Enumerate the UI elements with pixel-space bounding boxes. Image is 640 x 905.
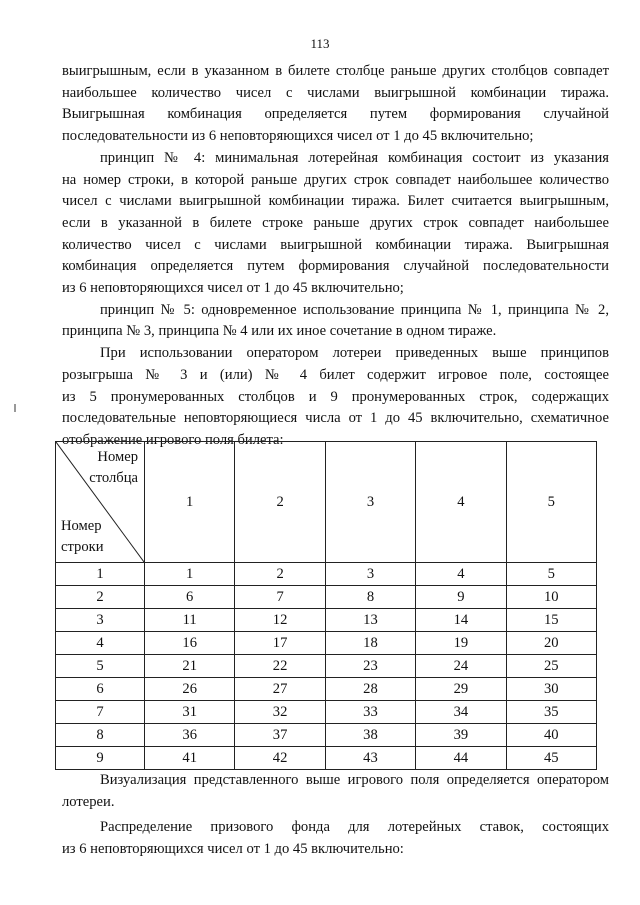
table-cell: 21 [145,655,235,678]
table-cell: 24 [416,655,506,678]
table-cell: 4 [416,563,506,586]
text-line: на номер строки, в которой раньше других строк совпадет наибольшее количество [62,171,609,188]
corner-bottom-line: Номер [61,518,102,534]
row-number-cell: 4 [56,632,145,655]
table-row [56,586,597,609]
table-row [56,655,597,678]
paragraph-5-cont [62,792,609,814]
table-cell: 22 [235,655,325,678]
text-line: отображение игрового поля билета: [62,431,284,448]
table-cell: 40 [506,724,596,747]
table-cell: 39 [416,724,506,747]
text-line: принцип № 5: одновременное использование принципа № 1, принципа № 2, [100,301,609,318]
corner-cell [56,442,145,563]
column-header: 3 [325,442,415,563]
table-cell: 5 [506,563,596,586]
table-cell: 33 [325,701,415,724]
table-row [56,563,597,586]
text-line: наибольшее количество чисел с числами выигрышной комбинации тиража. [62,84,609,101]
table-cell: 38 [325,724,415,747]
row-number-cell: 6 [56,678,145,701]
table-cell: 23 [325,655,415,678]
table-header-row [56,442,597,563]
table-cell: 28 [325,678,415,701]
table-cell: 32 [235,701,325,724]
text-line: количество чисел с числами выигрышной комбинации тиража. Выигрышная [62,236,609,253]
table-cell: 26 [145,678,235,701]
page-number: 113 [310,36,330,51]
text-line: Распределение призового фонда для лотерейных ставок, состоящих [100,819,609,836]
table-cell: 44 [416,747,506,770]
table-cell: 19 [416,632,506,655]
table-cell: 34 [416,701,506,724]
table-cell: 15 [506,609,596,632]
table-cell: 13 [325,609,415,632]
paragraph-3 [62,300,609,322]
margin-mark [14,404,16,412]
table-cell: 12 [235,609,325,632]
table-cell: 1 [145,563,235,586]
text-line: последовательные неповторяющиеся числа от 1 до 45 включительно, схематичное [62,410,609,427]
paragraph-2 [62,148,609,170]
paragraph-6-cont [62,839,609,861]
paragraph-6 [62,817,609,839]
column-header: 4 [416,442,506,563]
table-cell: 20 [506,632,596,655]
row-number-cell: 3 [56,609,145,632]
table-cell: 31 [145,701,235,724]
table-cell: 37 [235,724,325,747]
paragraph-4-cont [62,365,609,452]
table-cell: 25 [506,655,596,678]
text-line: розыгрыша № 3 и (или) № 4 билет содержит игровое поле, состоящее [62,366,609,383]
table-cell: 11 [145,609,235,632]
text-line: из 6 неповторяющихся чисел от 1 до 45 включительно; [62,280,404,297]
game-field-table [55,441,597,770]
text-line: Выигрышная комбинация определяется путем формирования случайной [62,106,609,123]
text-line: Визуализация представленного выше игрового поля определяется оператором [100,772,609,788]
table-cell: 7 [235,586,325,609]
text-line: из 6 неповторяющихся чисел от 1 до 45 включительно: [62,841,404,858]
table-row [56,701,597,724]
text-line: последовательности из 6 неповторяющихся чисел от 1 до 45 включительно; [62,128,534,145]
table-cell: 6 [145,586,235,609]
paragraph-1 [62,61,609,148]
text-line: чисел с числами выигрышной комбинации тиража. Билет считается выигрышным, [62,193,609,210]
row-number-cell: 8 [56,724,145,747]
table-body [56,563,597,770]
column-header: 5 [506,442,596,563]
column-header: 1 [145,442,235,563]
column-header: 2 [235,442,325,563]
table-cell: 9 [416,586,506,609]
text-line: принцип № 4: минимальная лотерейная комбинация состоит из указания [100,149,609,166]
body-text-top [62,61,609,452]
table-cell: 27 [235,678,325,701]
paragraph-4 [62,343,609,365]
table-row [56,632,597,655]
paragraph-3-cont [62,321,609,343]
corner-top-line: Номер [97,449,138,465]
table-cell: 18 [325,632,415,655]
corner-label-column [89,447,138,489]
table-cell: 8 [325,586,415,609]
table-cell: 42 [235,747,325,770]
table-cell: 29 [416,678,506,701]
row-number-cell: 9 [56,747,145,770]
table-cell: 2 [235,563,325,586]
table-cell: 3 [325,563,415,586]
table-cell: 35 [506,701,596,724]
text-line: принципа № 3, принципа № 4 или их иное сочетание в одном тираже. [62,323,497,340]
text-line: При использовании оператором лотереи приведенных выше принципов [100,345,609,362]
table-row [56,724,597,747]
table-cell: 36 [145,724,235,747]
row-number-cell: 5 [56,655,145,678]
corner-label-row [61,516,104,558]
table-cell: 17 [235,632,325,655]
text-line: из 5 пронумерованных столбцов и 9 пронумерованных строк, содержащих [62,388,609,405]
text-line: лотереи. [62,793,115,810]
paragraph-5 [62,770,609,792]
text-line: если в указанной в билете строке раньше других строк совпадет наибольшее [62,214,609,231]
paragraph-2-cont [62,170,609,300]
table-cell: 10 [506,586,596,609]
table-cell: 41 [145,747,235,770]
row-number-cell: 1 [56,563,145,586]
table-cell: 16 [145,632,235,655]
table-row [56,678,597,701]
corner-bottom-line: строки [61,539,104,555]
table-cell: 43 [325,747,415,770]
text-line: комбинация определяется путем формирования случайной последовательности [62,258,609,275]
row-number-cell: 7 [56,701,145,724]
table-cell: 30 [506,678,596,701]
text-line: выигрышным, если в указанном в билете столбце раньше других столбцов совпадет [62,63,609,79]
corner-top-line: столбца [89,470,138,486]
body-text-bottom [62,770,609,861]
row-number-cell: 2 [56,586,145,609]
table-row [56,609,597,632]
table-cell: 45 [506,747,596,770]
table-cell: 14 [416,609,506,632]
table-row [56,747,597,770]
